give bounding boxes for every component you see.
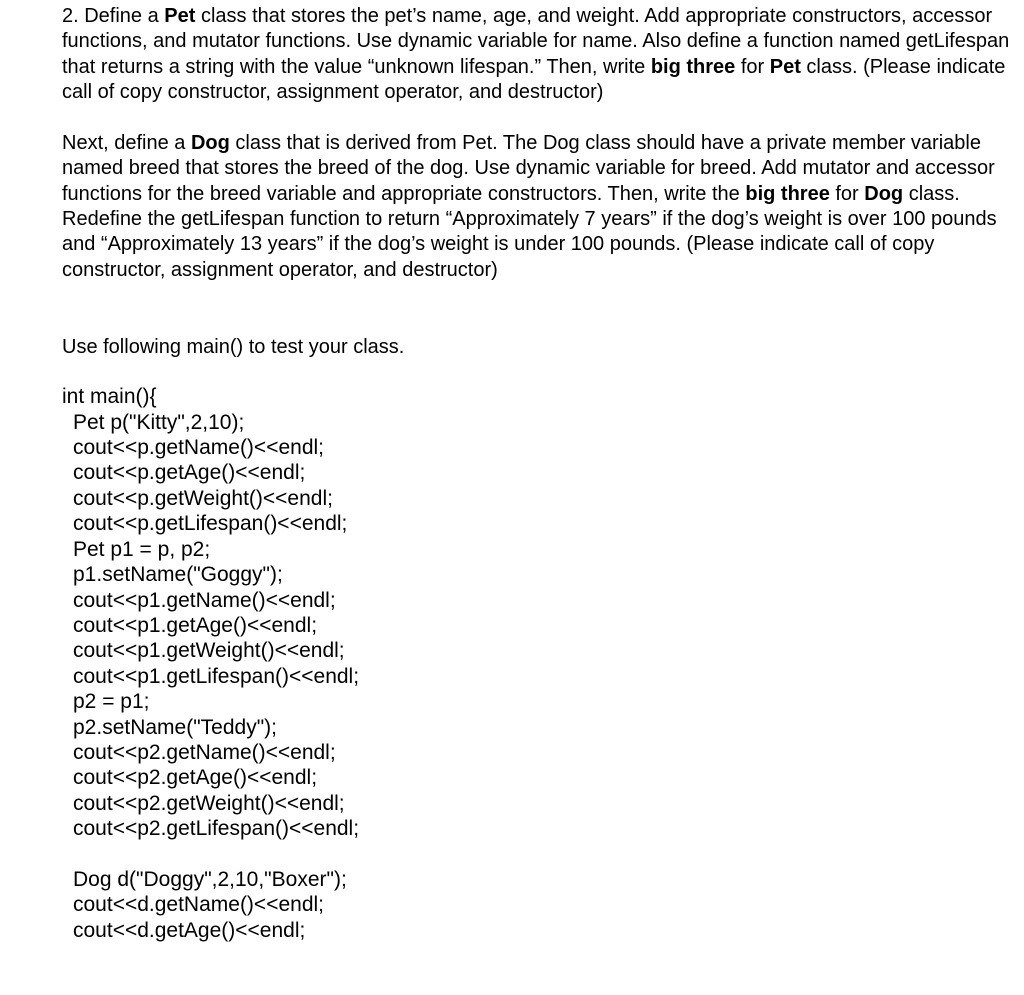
code-line: cout<<p2.getAge()<<endl; [73, 766, 318, 790]
code-line: cout<<p.getWeight()<<endl; [73, 486, 333, 510]
code-line: Dog d("Doggy",2,10,"Boxer"); [73, 867, 347, 891]
bold-term: Pet [769, 55, 801, 78]
code-line: cout<<p.getAge()<<endl; [73, 461, 306, 485]
code-line: cout<<d.getName()<<endl; [73, 893, 324, 917]
text: class that is derived from Pet. The Dog class should have a private member variable named breed that stores the breed of the dog. Use dynamic variable for breed. Add mutator and accessor functions for the breed variable and appropriate constructors. Then, write the [62, 132, 995, 205]
code-line: cout<<d.getAge()<<endl; [73, 918, 306, 942]
code-line: cout<<p1.getLifespan()<<endl; [73, 664, 360, 688]
text: 2. Define a [62, 5, 165, 27]
text: class. Redefine the getLifespan function to return “Approximately 7 years” if the dog’s weight is over 100 pounds and “Approximately 13 years” if the dog’s weight is under 100 pounds. (Please indicate call of copy constructor, assignment operator, and destructor) [62, 182, 997, 281]
text: for [735, 55, 770, 78]
code-line: p2 = p1; [73, 690, 150, 714]
text: class. (Please indicate call of copy constructor, assignment operator, and destructor) [62, 55, 1006, 103]
code-line: cout<<p2.getName()<<endl; [73, 740, 336, 764]
code-line: cout<<p2.getLifespan()<<endl; [73, 817, 360, 841]
bold-term: Dog [864, 182, 904, 205]
code-header: int main(){ [62, 385, 157, 409]
code-line: p2.setName("Teddy"); [73, 715, 277, 739]
code-line: cout<<p1.getName()<<endl; [73, 588, 336, 612]
spacer [62, 105, 1012, 131]
code-line: Pet p("Kitty",2,10); [73, 410, 245, 434]
blank-line [62, 842, 1012, 867]
bold-term: big three [650, 55, 736, 78]
bold-term: Dog [190, 132, 230, 155]
bold-term: big three [745, 182, 830, 205]
pet-class-instructions [62, 4, 1012, 105]
spacer [62, 360, 1012, 384]
text: class that stores the pet’s name, age, and weight. Add appropriate constructors, accessor functions, and mutator functions. Use dynamic variable for name. Also define a function named getLifespan that returns a string with the value “unknown lifespan.” Then, write [62, 5, 1010, 78]
document-body [62, 4, 1012, 943]
text: for [829, 182, 865, 205]
code-line: p1.setName("Goggy"); [73, 563, 283, 587]
code-listing [62, 384, 1012, 943]
text: Next, define a [62, 132, 191, 155]
code-line: cout<<p.getLifespan()<<endl; [73, 512, 348, 536]
spacer [62, 283, 1012, 335]
code-line: cout<<p.getName()<<endl; [73, 436, 324, 460]
code-line: cout<<p1.getAge()<<endl; [73, 613, 318, 637]
code-line: Pet p1 = p, p2; [73, 537, 211, 561]
bold-term: Pet [164, 5, 196, 27]
code-line: cout<<p1.getWeight()<<endl; [73, 639, 345, 663]
code-line: cout<<p2.getWeight()<<endl; [73, 791, 345, 815]
dog-class-instructions [62, 131, 1012, 283]
code-lines [62, 410, 1012, 944]
test-intro: Use following main() to test your class. [62, 335, 405, 358]
